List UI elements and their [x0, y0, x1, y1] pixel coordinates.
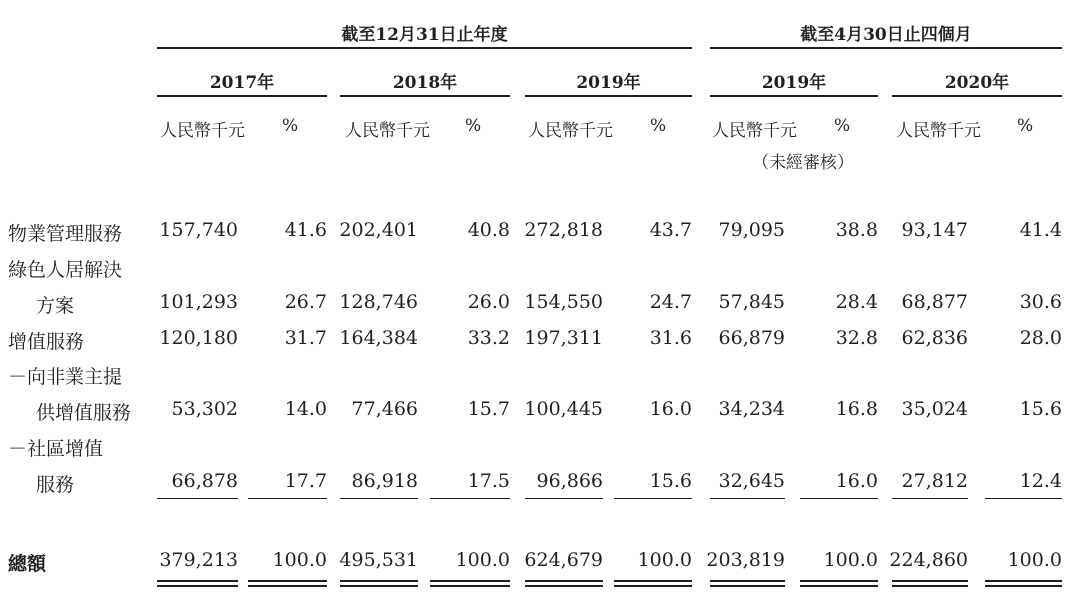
cell-r3-2018-pct: 15.7: [467, 398, 510, 420]
row-label-green-living-line1: 綠色人居解決: [8, 259, 123, 281]
cell-r4-2018-pct: 17.5: [467, 470, 510, 492]
total-double-rule-2-2018-pct: [430, 585, 510, 587]
cell-r0-2017-rmb: 157,740: [159, 219, 238, 241]
cell-r1-2019-4m-pct: 28.4: [835, 291, 878, 313]
total-double-rule-2-2017-pct: [248, 585, 327, 587]
cell-r4-2017-rmb: 66,878: [171, 470, 238, 492]
cell-r4-2018-rmb: 86,918: [351, 470, 418, 492]
cell-r2-2019-rmb: 197,311: [524, 327, 603, 349]
total-double-rule-2-2020-4m-rmb: [892, 585, 968, 587]
year-header-2018: 2018年: [392, 73, 458, 93]
year-rule-2018: [340, 95, 510, 97]
cell-r1-2019-4m-rmb: 57,845: [718, 291, 785, 313]
cell-r4-2017-pct: 17.7: [284, 470, 327, 492]
cell-r1-2018-rmb: 128,746: [339, 291, 418, 313]
subtotal-rule-2018-pct: [430, 498, 510, 499]
unit-pct-2019-4m: %: [834, 116, 851, 136]
group-rule-year-end: [157, 47, 692, 49]
group-rule-four-months: [710, 47, 1062, 49]
total-double-rule-2-2019-pct: [614, 585, 692, 587]
cell-r2-2019-4m-pct: 32.8: [835, 327, 878, 349]
unit-pct-2018: %: [465, 116, 482, 136]
year-header-2020-4m: 2020年: [944, 73, 1010, 93]
cell-r2-2020-4m-pct: 28.0: [1019, 327, 1062, 349]
subtotal-rule-2018-rmb: [340, 498, 418, 499]
cell-r1-2020-4m-pct: 30.6: [1019, 291, 1062, 313]
subtotal-rule-2020-4m-pct: [985, 498, 1062, 499]
year-rule-2020-4m: [892, 95, 1062, 97]
cell-total-2017-pct: 100.0: [272, 549, 327, 571]
total-double-rule-1-2020-4m-pct: [985, 580, 1062, 582]
cell-r2-2017-pct: 31.7: [284, 327, 327, 349]
cell-r3-2020-4m-rmb: 35,024: [901, 398, 968, 420]
subtotal-rule-2017-rmb: [157, 498, 238, 499]
unit-rmb-2019: 人民幣千元: [528, 121, 613, 141]
cell-r1-2017-rmb: 101,293: [159, 291, 238, 313]
cell-total-2019-4m-rmb: 203,819: [706, 549, 785, 571]
cell-r0-2019-4m-pct: 38.8: [835, 219, 878, 241]
subtotal-rule-2019-pct: [614, 498, 692, 499]
subtotal-rule-2019-rmb: [525, 498, 603, 499]
subtotal-rule-2019-4m-pct: [800, 498, 878, 499]
subtotal-rule-2017-pct: [248, 498, 327, 499]
cell-r1-2018-pct: 26.0: [467, 291, 510, 313]
cell-r3-2018-rmb: 77,466: [351, 398, 418, 420]
unit-rmb-2017: 人民幣千元: [160, 121, 245, 141]
year-rule-2017: [157, 95, 327, 97]
total-double-rule-2-2019-rmb: [525, 585, 603, 587]
unit-pct-2017: %: [282, 116, 299, 136]
cell-r4-2019-4m-rmb: 32,645: [718, 470, 785, 492]
row-label-community-line1: －社區增值: [8, 438, 104, 460]
cell-r2-2019-4m-rmb: 66,879: [718, 327, 785, 349]
cell-r2-2019-pct: 31.6: [649, 327, 692, 349]
cell-r4-2020-4m-pct: 12.4: [1019, 470, 1062, 492]
total-double-rule-1-2019-4m-pct: [800, 580, 878, 582]
total-double-rule-1-2019-4m-rmb: [710, 580, 785, 582]
row-label-community-line2: 服務: [36, 474, 75, 496]
total-double-rule-1-2018-rmb: [340, 580, 418, 582]
cell-r4-2020-4m-rmb: 27,812: [901, 470, 968, 492]
row-label-non-owner-line1: －向非業主提: [8, 366, 123, 388]
row-label-total: 總額: [8, 553, 47, 575]
cell-r3-2019-pct: 16.0: [649, 398, 692, 420]
cell-r1-2019-rmb: 154,550: [524, 291, 603, 313]
cell-r0-2019-pct: 43.7: [649, 219, 692, 241]
total-double-rule-1-2017-rmb: [157, 580, 238, 582]
cell-r4-2019-pct: 15.6: [649, 470, 692, 492]
cell-total-2019-pct: 100.0: [637, 549, 692, 571]
cell-r0-2020-4m-rmb: 93,147: [901, 219, 968, 241]
year-rule-2019: [525, 95, 692, 97]
cell-r0-2018-pct: 40.8: [467, 219, 510, 241]
cell-r4-2019-4m-pct: 16.0: [835, 470, 878, 492]
cell-r2-2017-rmb: 120,180: [159, 327, 238, 349]
cell-r3-2017-pct: 14.0: [284, 398, 327, 420]
cell-r3-2019-4m-rmb: 34,234: [718, 398, 785, 420]
cell-r0-2019-rmb: 272,818: [524, 219, 603, 241]
cell-total-2020-4m-rmb: 224,860: [889, 549, 968, 571]
row-label-value-added: 增值服務: [8, 331, 85, 353]
unit-pct-2019: %: [650, 116, 667, 136]
unaudited-note: （未經審核）: [752, 153, 854, 173]
row-label-non-owner-line2: 供增值服務: [36, 402, 132, 424]
total-double-rule-1-2020-4m-rmb: [892, 580, 968, 582]
cell-total-2019-4m-pct: 100.0: [823, 549, 878, 571]
subtotal-rule-2020-4m-rmb: [892, 498, 968, 499]
total-double-rule-2-2017-rmb: [157, 585, 238, 587]
unit-rmb-2019-4m: 人民幣千元: [712, 121, 797, 141]
year-rule-2019-4m: [710, 95, 878, 97]
cell-r2-2018-rmb: 164,384: [339, 327, 418, 349]
group-header-four-months: 截至4月30日止四個月: [800, 25, 972, 45]
total-double-rule-2-2020-4m-pct: [985, 585, 1062, 587]
cell-r0-2017-pct: 41.6: [284, 219, 327, 241]
total-double-rule-2-2019-4m-pct: [800, 585, 878, 587]
cell-total-2020-4m-pct: 100.0: [1007, 549, 1062, 571]
year-header-2017: 2017年: [209, 73, 275, 93]
cell-r0-2019-4m-rmb: 79,095: [718, 219, 785, 241]
unit-rmb-2018: 人民幣千元: [345, 121, 430, 141]
cell-r3-2017-rmb: 53,302: [171, 398, 238, 420]
cell-total-2019-rmb: 624,679: [524, 549, 603, 571]
cell-total-2017-rmb: 379,213: [159, 549, 238, 571]
total-double-rule-2-2018-rmb: [340, 585, 418, 587]
total-double-rule-2-2019-4m-rmb: [710, 585, 785, 587]
cell-r3-2019-rmb: 100,445: [524, 398, 603, 420]
year-header-2019: 2019年: [576, 73, 641, 93]
row-label-green-living-line2: 方案: [36, 295, 75, 317]
year-header-2019-4m: 2019年: [761, 73, 827, 93]
cell-r2-2020-4m-rmb: 62,836: [901, 327, 968, 349]
cell-r4-2019-rmb: 96,866: [536, 470, 603, 492]
cell-total-2018-pct: 100.0: [455, 549, 510, 571]
cell-r1-2019-pct: 24.7: [649, 291, 692, 313]
cell-r0-2018-rmb: 202,401: [339, 219, 418, 241]
row-label-property-management: 物業管理服務: [8, 223, 123, 245]
cell-r1-2017-pct: 26.7: [284, 291, 327, 313]
total-double-rule-1-2019-rmb: [525, 580, 603, 582]
cell-r3-2019-4m-pct: 16.8: [835, 398, 878, 420]
cell-r3-2020-4m-pct: 15.6: [1019, 398, 1062, 420]
group-header-year-end: 截至12月31日止年度: [341, 25, 508, 45]
total-double-rule-1-2018-pct: [430, 580, 510, 582]
subtotal-rule-2019-4m-rmb: [710, 498, 785, 499]
cell-total-2018-rmb: 495,531: [339, 549, 418, 571]
unit-rmb-2020-4m: 人民幣千元: [896, 121, 981, 141]
total-double-rule-1-2019-pct: [614, 580, 692, 582]
cell-r0-2020-4m-pct: 41.4: [1019, 219, 1062, 241]
cell-r1-2020-4m-rmb: 68,877: [901, 291, 968, 313]
total-double-rule-1-2017-pct: [248, 580, 327, 582]
unit-pct-2020-4m: %: [1017, 116, 1034, 136]
cell-r2-2018-pct: 33.2: [467, 327, 510, 349]
